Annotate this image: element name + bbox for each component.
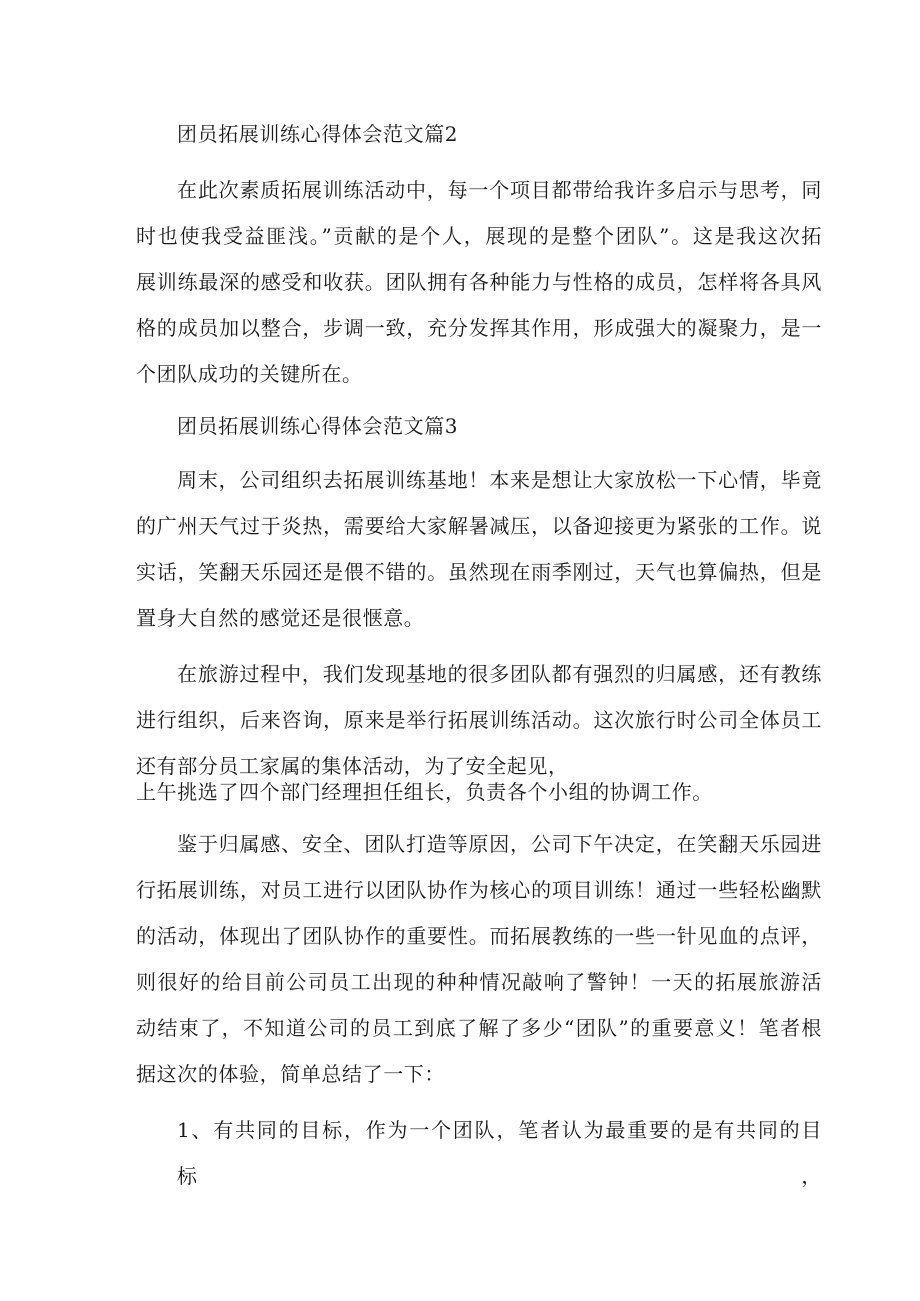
paragraph-line: 还有部分员工家属的集体活动，为了安全起见， [136, 754, 569, 778]
paragraph-line: 在此次素质拓展训练活动中，每一个项目都带给我许多启示与思考，同 [177, 178, 822, 202]
paragraph-2 [136, 457, 822, 641]
paragraph-line: 个团队成功的关键所在。 [136, 362, 363, 386]
paragraph-line: 行拓展训练，对员工进行以团队协作为核心的项目训练！通过一些轻松幽默 [136, 878, 822, 902]
paragraph-line: 上午挑选了四个部门经理担任组长，负责各个小组的协调工作。 [136, 780, 713, 804]
paragraph-3 [136, 651, 822, 805]
paragraph-line: 实话，笑翻天乐园还是偎不错的。虽然现在雨季刚过，天气也算偏热，但是 [136, 560, 822, 584]
paragraph-line: 的活动，体现出了团队协作的重要性。而拓展教练的一些一针见血的点评， [136, 924, 822, 948]
paragraph-5 [136, 1107, 822, 1199]
paragraph-line: 展训练最深的感受和收获。团队拥有各种能力与性格的成员，怎样将各具风 [136, 270, 822, 294]
paragraph-line: 据这次的体验，简单总结了一下： [136, 1062, 445, 1086]
section-heading-3: 团员拓展训练心得体会范文篇3 [177, 414, 459, 438]
paragraph-line: 时也使我受益匪浅。”贡献的是个人，展现的是整个团队”。这是我这次拓 [136, 224, 822, 248]
paragraph-line: 则很好的给目前公司员工出现的种种情况敲响了警钟！一天的拓展旅游活 [136, 970, 822, 994]
paragraph-line: 鉴于归属感、安全、团队打造等原因，公司下午决定，在笑翻天乐园进 [177, 832, 822, 856]
paragraph-1 [136, 167, 822, 397]
paragraph-line: 1、有共同的目标，作为一个团队，笔者认为最重要的是有共同的目标， [177, 1118, 822, 1188]
paragraph-line: 进行组织，后来咨询，原来是举行拓展训练活动。这次旅行时公司全体员工 [136, 708, 822, 732]
paragraph-line: 在旅游过程中，我们发现基地的很多团队都有强烈的归属感，还有教练 [177, 662, 822, 686]
paragraph-line: 的广州天气过于炎热，需要给大家解暑减压，以备迎接更为紧张的工作。说 [136, 514, 822, 538]
paragraph-line: 动结束了，不知道公司的员工到底了解了多少“团队”的重要意义！笔者根 [136, 1016, 822, 1040]
paragraph-line: 格的成员加以整合，步调一致，充分发挥其作用，形成强大的凝聚力，是一 [136, 316, 822, 340]
section-heading-2: 团员拓展训练心得体会范文篇2 [177, 122, 459, 146]
paragraph-line: 周末，公司组织去拓展训练基地！本来是想让大家放松一下心情，毕竟 [177, 468, 822, 492]
paragraph-line: 置身大自然的感觉还是很惬意。 [136, 606, 425, 630]
paragraph-4 [136, 821, 822, 1097]
